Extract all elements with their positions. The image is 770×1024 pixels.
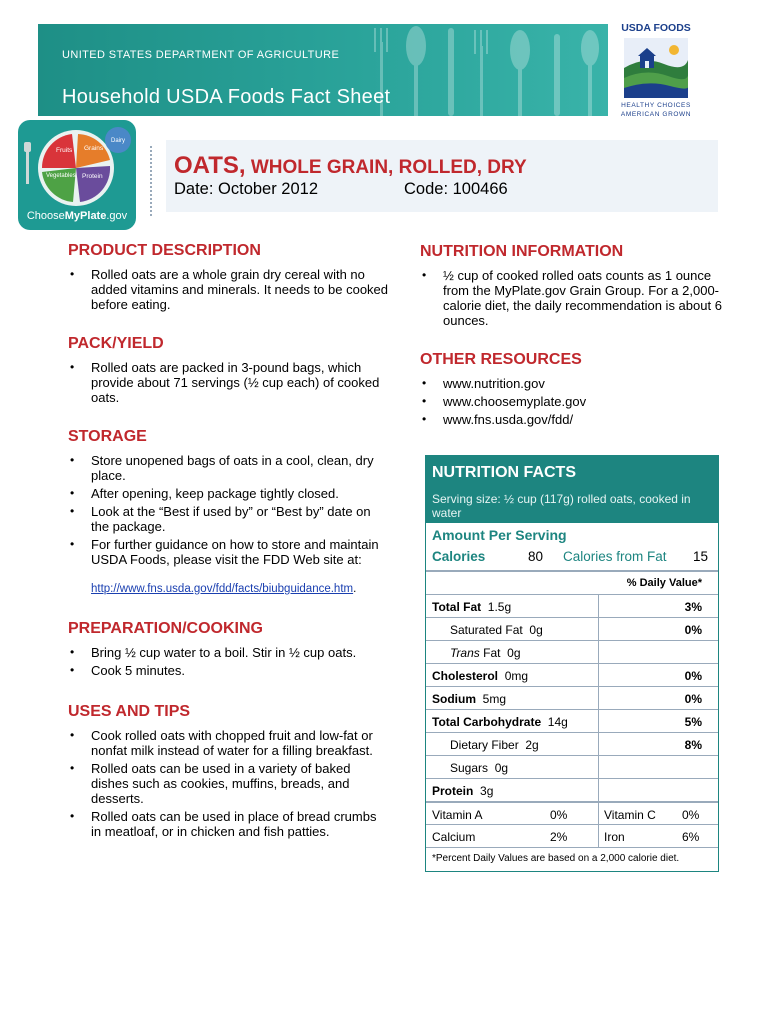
nutrient-row: [426, 709, 718, 732]
storage-guidance-link-line: http://www.fns.usda.gov/fdd/facts/biubguidance.htm.: [91, 583, 357, 595]
product-description-heading: PRODUCT DESCRIPTION: [68, 242, 261, 259]
vitamin-row: [426, 801, 718, 824]
list-item: • Rolled oats are packed in 3-pound bags, which provide about 71 servings (½ cup each) of cooked oats.: [68, 360, 390, 405]
vitamin-value: 2%: [550, 830, 568, 844]
column-divider: [598, 710, 599, 732]
daily-value-header-row: [426, 570, 718, 594]
nutrient-label: Cholesterol 0mg: [432, 669, 529, 683]
calories-row: [426, 546, 718, 570]
nutrient-label: Total Carbohydrate 14g: [432, 715, 568, 729]
list-item: • Store unopened bags of oats in a cool, clean, dry place.: [68, 453, 388, 483]
nutrient-amount: 0mg: [504, 669, 529, 683]
nutrient-label: Protein 3g: [432, 784, 494, 798]
vitamin-label: Iron: [604, 830, 625, 844]
calories-value: 80: [528, 549, 544, 564]
usda-logo-line1: HEALTHY CHOICES: [621, 102, 691, 109]
serving-size: Serving size: ½ cup (117g) rolled oats, cooked in water: [432, 492, 691, 520]
myplate-logo: [18, 120, 136, 230]
amount-per-serving: Amount Per Serving: [426, 522, 718, 546]
resource-link-fns[interactable]: • www.fns.usda.gov/fdd/: [420, 412, 720, 427]
product-name: OATS, WHOLE GRAIN, ROLLED, DRY: [174, 152, 527, 179]
storage-list: [68, 453, 388, 570]
preparation-heading: PREPARATION/COOKING: [68, 620, 263, 637]
list-item: • After opening, keep package tightly closed.: [68, 486, 388, 501]
nutrient-daily-value: 5%: [684, 715, 702, 729]
list-item: • Cook rolled oats with chopped fruit and low-fat or nonfat milk instead of water for a filling breakfast.: [68, 728, 384, 758]
list-item: • Rolled oats can be used in place of bread crumbs in meatloaf, or in chicken and fish patties.: [68, 809, 384, 839]
nutrient-daily-value: 8%: [684, 738, 702, 752]
column-divider: [598, 756, 599, 778]
nutrient-row: [426, 617, 718, 640]
nutrient-row: [426, 663, 718, 686]
myplate-brand: ChooseMyPlate.gov: [26, 210, 128, 222]
list-item: • ½ cup of cooked rolled oats counts as 1 ounce from the MyPlate.gov Grain Group. For a 2,000-calorie diet, the daily recommendation is about 6 ounces.: [420, 268, 736, 328]
uses-tips-list: [68, 728, 384, 842]
nutrient-row: [426, 594, 718, 617]
nutrient-label: Trans Fat 0g: [450, 646, 521, 660]
usda-foods-logo: [620, 22, 692, 122]
nutrition-facts-panel: [425, 455, 719, 872]
column-divider: [598, 803, 599, 824]
nutrient-row: [426, 686, 718, 709]
nutrient-label: Sugars 0g: [450, 761, 509, 775]
nutrition-information-list: [420, 268, 736, 331]
storage-guidance-link[interactable]: http://www.fns.usda.gov/fdd/facts/biubguidance.htm: [91, 583, 354, 595]
calories-fat-value: 15: [693, 549, 709, 564]
nutrient-amount: 0g: [507, 646, 521, 660]
nutrient-amount: 14g: [547, 715, 568, 729]
vitamin-row: [426, 824, 718, 847]
nutrient-label: Sodium 5mg: [432, 692, 507, 706]
usda-logo-title: USDA FOODS: [621, 22, 691, 34]
nutrient-row: [426, 640, 718, 663]
vitamin-rows: [426, 801, 718, 847]
myplate-plate-icon: [18, 120, 136, 210]
nutrient-amount: 0g: [529, 623, 543, 637]
nutrient-label: Saturated Fat 0g: [450, 623, 543, 637]
list-item: • Bring ½ cup water to a boil. Stir in ½ cup oats.: [68, 645, 388, 660]
nutrient-rows: [426, 594, 718, 801]
preparation-list: [68, 645, 388, 681]
column-divider: [598, 825, 599, 847]
column-divider: [598, 733, 599, 755]
nutrient-row: [426, 778, 718, 801]
vitamin-value: 0%: [550, 808, 568, 822]
myplate-dairy: Dairy: [111, 138, 126, 144]
product-date: Date: October 2012: [174, 180, 319, 198]
calories-fat-label: Calories from Fat: [563, 549, 667, 564]
storage-heading: STORAGE: [68, 428, 147, 445]
nutrition-information-heading: NUTRITION INFORMATION: [420, 243, 624, 260]
nutrient-amount: 3g: [480, 784, 494, 798]
column-divider: [598, 618, 599, 640]
nutrient-label: Total Fat 1.5g: [432, 600, 512, 614]
nutrient-row: [426, 732, 718, 755]
pack-yield-list: [68, 360, 390, 408]
myplate-fruits: Fruits: [56, 147, 73, 154]
product-title-box: [166, 140, 718, 212]
pack-yield-heading: PACK/YIELD: [68, 335, 164, 352]
vitamin-value: 6%: [682, 830, 700, 844]
list-item: • Look at the “Best if used by” or “Best by” date on the package.: [68, 504, 388, 534]
header-banner: [38, 24, 608, 116]
product-code: Code: 100466: [404, 180, 508, 198]
nutrient-amount: 0g: [494, 761, 509, 775]
column-divider: [598, 779, 599, 801]
resource-link-nutrition[interactable]: • www.nutrition.gov: [420, 376, 720, 391]
nutrient-label: Dietary Fiber 2g: [450, 738, 539, 752]
calories-label: Calories: [432, 549, 486, 564]
nutrient-daily-value: 0%: [684, 692, 702, 706]
daily-value-header: % Daily Value*: [626, 577, 702, 589]
nutrient-amount: 2g: [525, 738, 539, 752]
divider: [150, 146, 154, 216]
column-divider: [598, 687, 599, 709]
column-divider: [598, 595, 599, 617]
nutrient-row: [426, 755, 718, 778]
utensils-decoration: [368, 24, 608, 116]
nutrition-facts-title: NUTRITION FACTS: [432, 464, 576, 481]
list-item: • Rolled oats are a whole grain dry cereal with no added vitamins and minerals. It needs to be cooked before eating.: [68, 267, 388, 312]
vitamin-label: Calcium: [432, 830, 476, 844]
myplate-protein: Protein: [82, 173, 103, 180]
nutrition-facts-header: [426, 456, 718, 522]
resource-link-choosemyplate[interactable]: • www.choosemyplate.gov: [420, 394, 720, 409]
nutrient-daily-value: 0%: [684, 623, 702, 637]
list-item: • Rolled oats can be used in a variety of baked dishes such as cookies, muffins, breads, and desserts.: [68, 761, 384, 806]
myplate-vegetables: Vegetables: [46, 173, 76, 179]
list-item: • Cook 5 minutes.: [68, 663, 388, 678]
column-divider: [598, 641, 599, 663]
farm-landscape-icon: [624, 38, 688, 98]
other-resources-list: [420, 376, 720, 430]
usda-logo-line2: AMERICAN GROWN: [620, 111, 692, 118]
nutrient-daily-value: 3%: [684, 600, 702, 614]
nutrient-amount: 5mg: [482, 692, 507, 706]
vitamin-label: Vitamin A: [432, 808, 483, 822]
daily-value-footnote: *Percent Daily Values are based on a 2,000 calorie diet.: [426, 847, 718, 871]
other-resources-heading: OTHER RESOURCES: [420, 351, 582, 368]
column-divider: [598, 664, 599, 686]
vitamin-label: Vitamin C: [604, 808, 656, 822]
uses-tips-heading: USES AND TIPS: [68, 703, 191, 720]
department-name: UNITED STATES DEPARTMENT OF AGRICULTURE: [62, 49, 340, 61]
list-item: • For further guidance on how to store and maintain USDA Foods, please visit the FDD Web site at:: [68, 537, 388, 567]
nutrient-daily-value: 0%: [684, 669, 702, 683]
product-description-list: [68, 267, 388, 315]
vitamin-value: 0%: [682, 808, 700, 822]
myplate-grains: Grains: [84, 145, 104, 152]
page-title: Household USDA Foods Fact Sheet: [62, 86, 391, 108]
nutrient-amount: 1.5g: [487, 600, 512, 614]
